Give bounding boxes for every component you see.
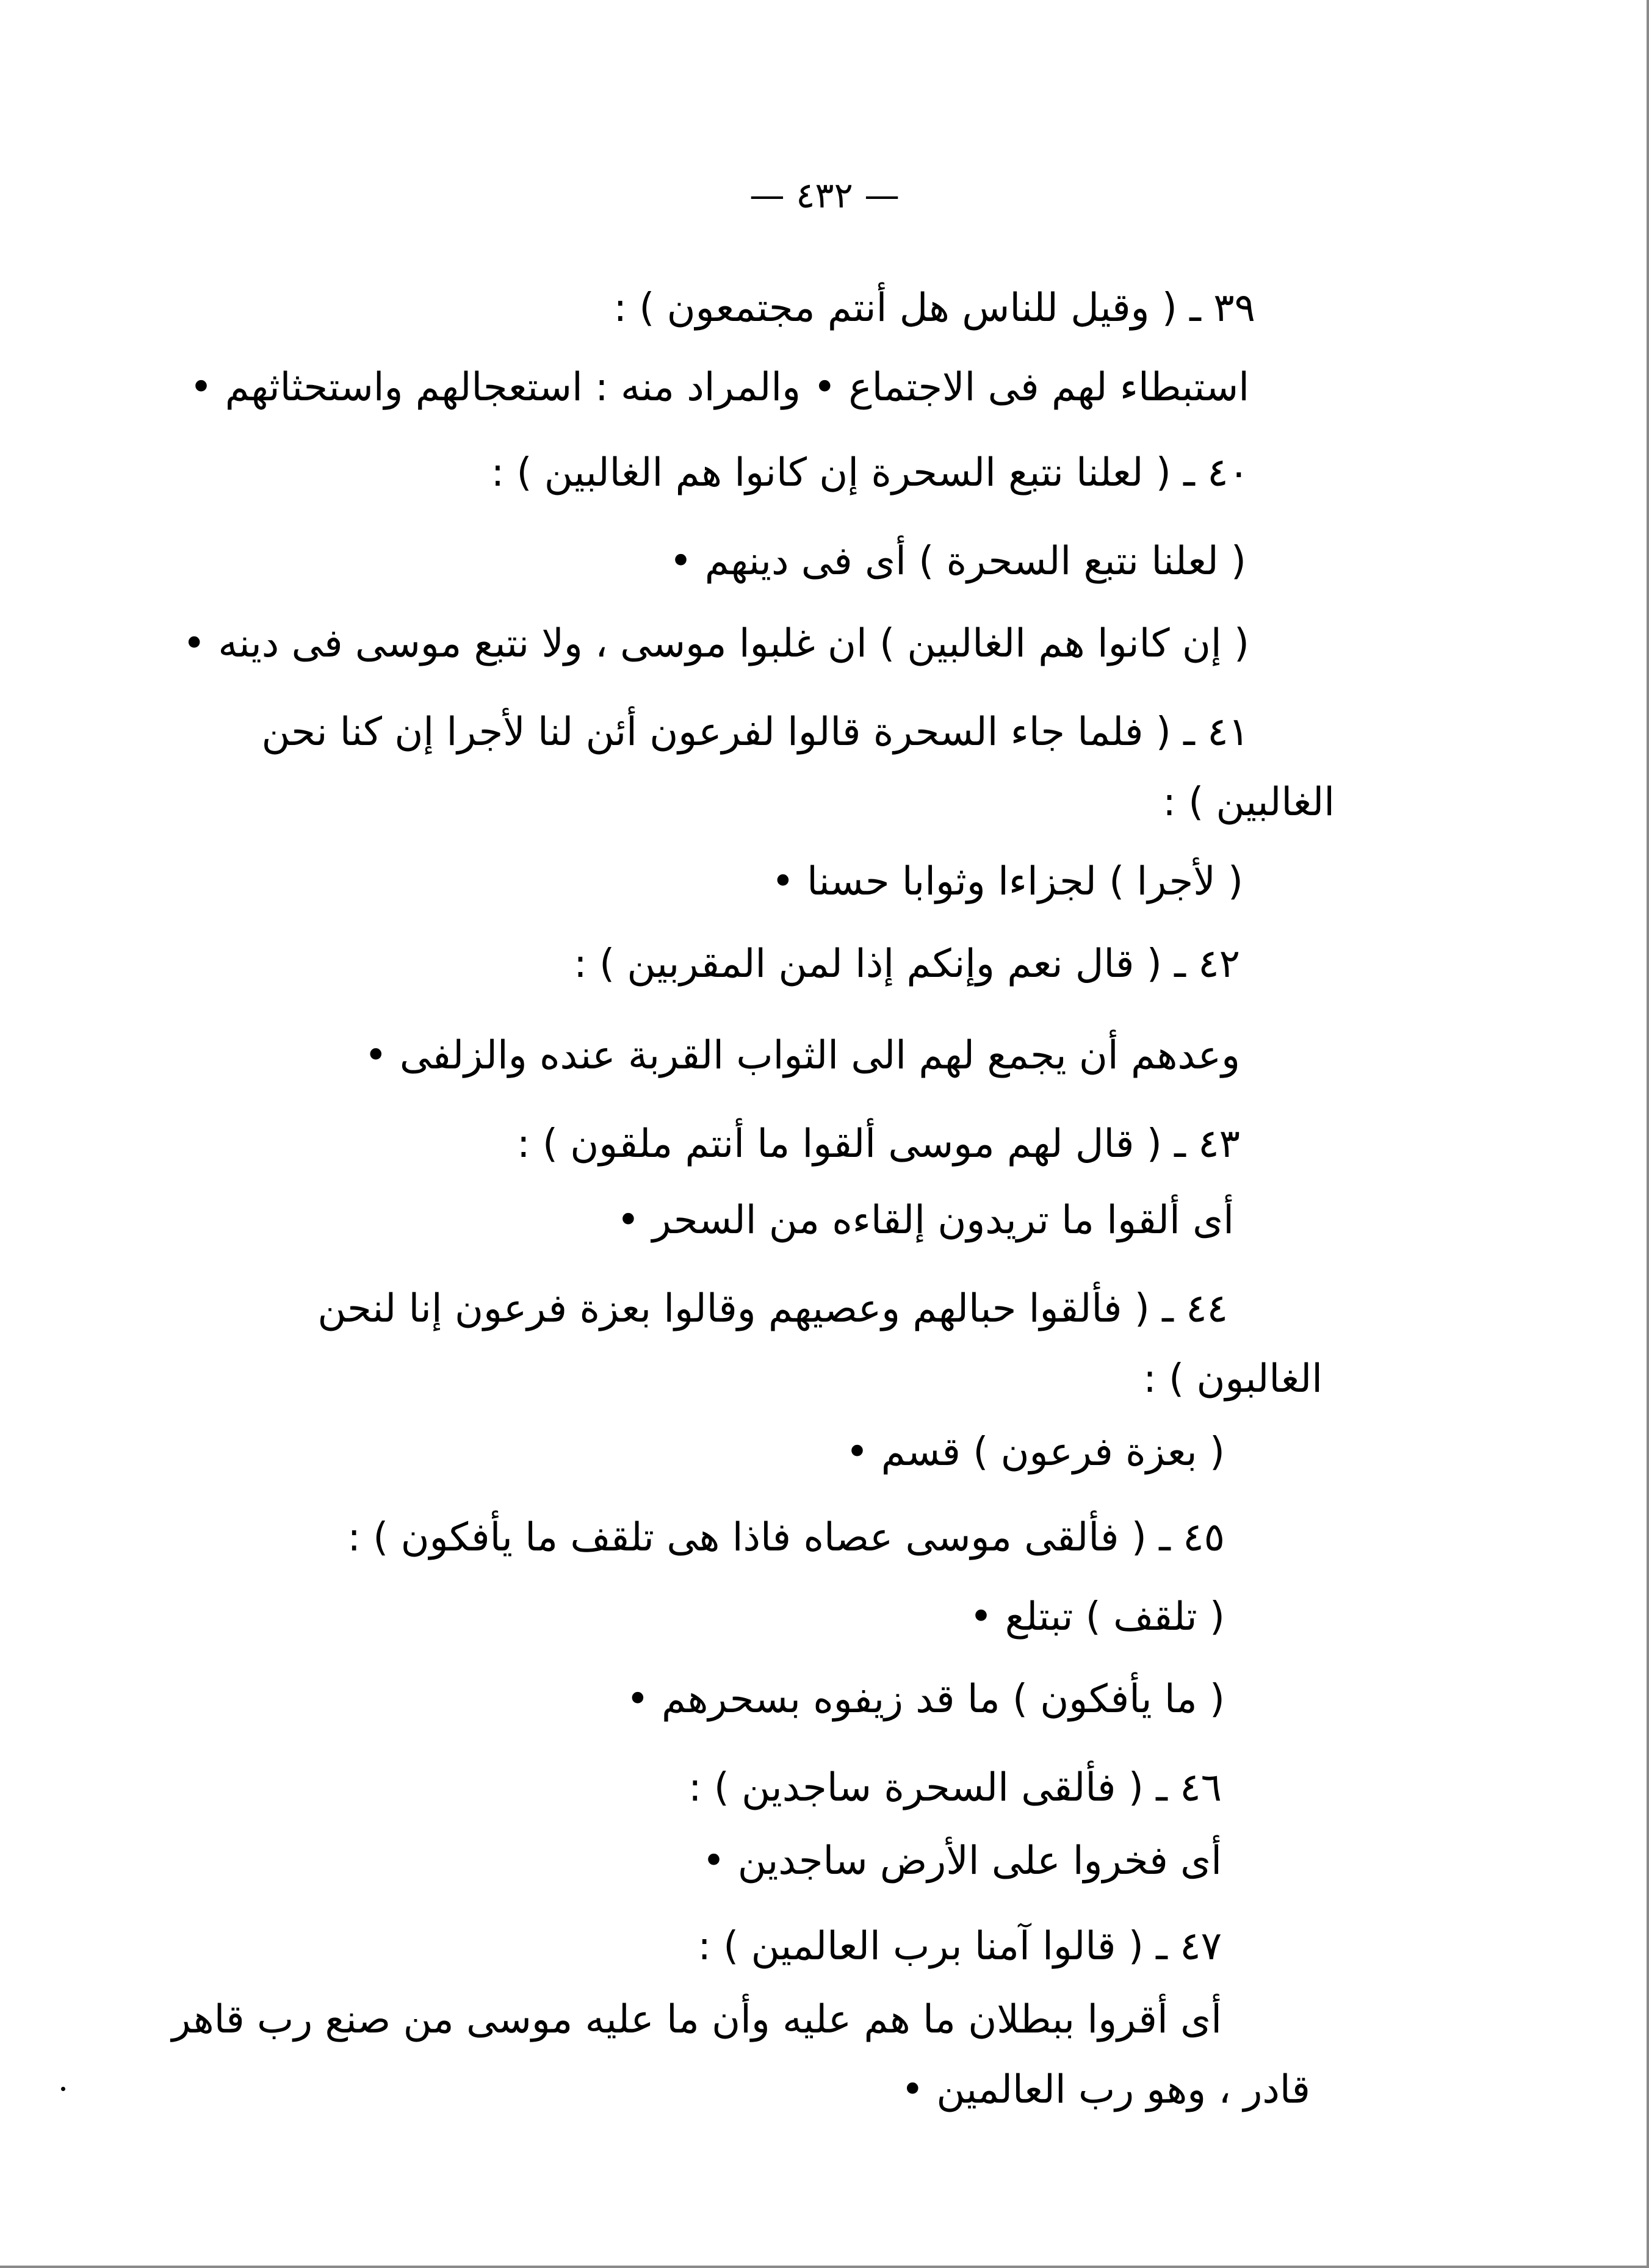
verse-46-commentary: أى فخروا على الأرض ساجدين • [702, 1838, 1222, 1884]
verse-45-gloss-1: ( تلقف ) تبتلع • [969, 1594, 1225, 1640]
verse-47-commentary: أى أقروا ببطلان ما هم عليه وأن ما عليه موسى من صنع رب قاهر [171, 1997, 1222, 2042]
verse-41-gloss: ( لأجرا ) لجزاءا وثوابا حسنا • [771, 859, 1243, 904]
verse-44-heading: ٤٤ ـ ( فألقوا حبالهم وعصيهم وقالوا بعزة فرعون إنا لنحن [317, 1286, 1228, 1331]
verse-41-heading-cont: الغالبين ) : [1163, 780, 1335, 825]
verse-40-gloss-2: ( إن كانوا هم الغالبين ) ان غلبوا موسى ، ولا نتبع موسى فى دينه • [182, 621, 1249, 666]
verse-47-heading: ٤٧ ـ ( قالوا آمنا برب العالمين ) : [698, 1924, 1222, 1969]
page-bottom-edge [0, 2266, 1649, 2268]
verse-39-heading: ٣٩ ـ ( وقيل للناس هل أنتم مجتمعون ) : [613, 286, 1255, 331]
verse-40-heading: ٤٠ ـ ( لعلنا نتبع السحرة إن كانوا هم الغالبين ) : [491, 450, 1249, 495]
verse-41-heading: ٤١ ـ ( فلما جاء السحرة قالوا لفرعون أئن لنا لأجرا إن كنا نحن [261, 710, 1249, 755]
page-number: — ٤٣٢ — [749, 175, 900, 216]
verse-44-gloss: ( بعزة فرعون ) قسم • [845, 1430, 1225, 1475]
verse-47-commentary-cont: قادر ، وهو رب العالمين • [901, 2067, 1310, 2112]
scan-speck [61, 2087, 65, 2091]
verse-42-heading: ٤٢ ـ ( قال نعم وإنكم إذا لمن المقربين ) : [574, 941, 1240, 987]
page-right-edge [1647, 0, 1649, 2268]
verse-40-gloss-1: ( لعلنا نتبع السحرة ) أى فى دينهم • [669, 539, 1246, 584]
verse-42-commentary: وعدهم أن يجمع لهم الى الثواب القربة عنده والزلفى • [364, 1033, 1240, 1078]
verse-45-gloss-2: ( ما يأفكون ) ما قد زيفوه بسحرهم • [626, 1677, 1225, 1722]
verse-39-commentary: استبطاء لهم فى الاجتماع • والمراد منه : استعجالهم واستحثاثهم • [189, 365, 1249, 410]
verse-45-heading: ٤٥ ـ ( فألقى موسى عصاه فاذا هى تلقف ما يأفكون ) : [347, 1515, 1225, 1560]
verse-44-heading-cont: الغالبون ) : [1143, 1356, 1322, 1402]
verse-43-heading: ٤٣ ـ ( قال لهم موسى ألقوا ما أنتم ملقون ) : [517, 1121, 1240, 1167]
verse-43-commentary: أى ألقوا ما تريدون إلقاءه من السحر • [616, 1198, 1234, 1243]
verse-46-heading: ٤٦ ـ ( فألقى السحرة ساجدين ) : [688, 1765, 1222, 1810]
